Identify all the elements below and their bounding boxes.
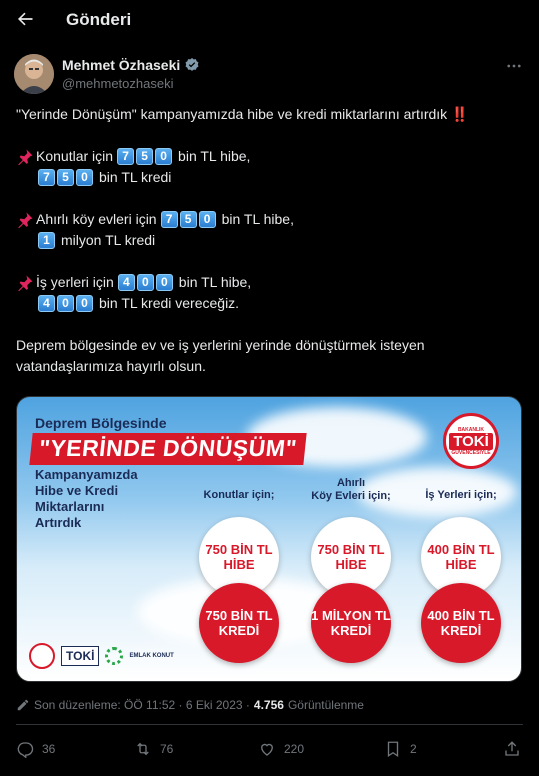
tweet-meta xyxy=(16,698,364,712)
reply-button[interactable] xyxy=(16,740,55,758)
keycap-digit: 4 xyxy=(38,295,55,312)
media-line: Miktarlarını xyxy=(35,499,105,514)
keycap-digit: 0 xyxy=(156,274,173,291)
keycap-digit: 7 xyxy=(161,211,178,228)
ahirli-kredi-text: milyon TL kredi xyxy=(61,232,156,248)
column-label-konutlar xyxy=(193,489,285,502)
share-icon xyxy=(503,740,521,758)
repost-button[interactable] xyxy=(134,740,173,758)
kredi-circle-isyeri xyxy=(421,583,501,663)
column-label-text: Konutlar için; xyxy=(203,489,275,501)
like-count: 220 xyxy=(284,742,305,756)
heart-icon xyxy=(258,740,276,758)
media-logos xyxy=(29,643,174,669)
tweet-intro: "Yerinde Dönüşüm" kampanyamızda hibe ve kredi miktarlarını artırdık xyxy=(16,106,448,122)
isyeri-hibe-line xyxy=(16,272,524,293)
like-button[interactable] xyxy=(258,740,304,758)
hibe-label: HİBE xyxy=(445,557,477,572)
keycap-digit: 4 xyxy=(118,274,135,291)
ahirli-hibe-line xyxy=(16,209,524,230)
tweet-image[interactable] xyxy=(16,396,522,682)
seal-name: TOKİ xyxy=(449,433,493,450)
tweet-intro-line xyxy=(16,104,524,125)
keycap-digit: 0 xyxy=(137,274,154,291)
keycap-digit: 0 xyxy=(76,295,93,312)
keycap-digit: 5 xyxy=(180,211,197,228)
hibe-amount: 750 BİN TL xyxy=(205,542,273,557)
pushpin-icon xyxy=(16,211,34,229)
media-line: Artırdık xyxy=(35,515,82,530)
pushpin-icon xyxy=(16,274,34,292)
ahirli-hibe-text: bin TL hibe, xyxy=(221,211,294,227)
column-label-text: Köy Evleri için; xyxy=(311,490,391,502)
keycap-digit: 7 xyxy=(38,169,55,186)
divider xyxy=(16,724,523,725)
keycap-digit: 0 xyxy=(57,295,74,312)
hibe-label: HİBE xyxy=(223,557,255,572)
reply-count: 36 xyxy=(42,742,56,756)
bookmark-icon xyxy=(384,740,402,758)
green-circle-logo xyxy=(105,647,123,665)
back-button[interactable] xyxy=(12,6,38,32)
toki-seal-logo xyxy=(443,413,499,469)
konutlar-hibe-text: bin TL hibe, xyxy=(178,148,251,164)
closing-line-2: vatandaşlarımıza hayırlı olsun. xyxy=(16,358,206,374)
closing-line-1: Deprem bölgesinde ev ve iş yerlerini yerinde dönüştürmek isteyen xyxy=(16,337,425,353)
keycap-digit: 0 xyxy=(199,211,216,228)
avatar[interactable] xyxy=(14,54,54,94)
media-lines xyxy=(35,467,138,531)
kredi-circle-konutlar xyxy=(199,583,279,663)
views-count: 4.756 xyxy=(253,698,284,712)
pushpin-icon xyxy=(16,148,34,166)
isyeri-label: İş yerleri için xyxy=(36,274,114,290)
reply-icon xyxy=(16,740,34,758)
views-label: Görüntülenme xyxy=(287,698,364,712)
isyeri-kredi-text: bin TL kredi vereceğiz. xyxy=(99,295,240,311)
tweet-actions xyxy=(16,740,523,762)
author-name[interactable]: Mehmet Özhaseki xyxy=(62,57,181,73)
column-label-text: İş Yerleri için; xyxy=(425,489,497,501)
edit-pencil-icon xyxy=(16,698,30,712)
hibe-amount: 400 BİN TL xyxy=(427,542,495,557)
kredi-amount: 750 BİN TL xyxy=(205,608,273,623)
arrow-left-icon xyxy=(15,9,35,29)
verified-badge-icon xyxy=(184,57,200,73)
hibe-amount: 750 BİN TL xyxy=(317,542,385,557)
isyeri-kredi-line xyxy=(16,293,524,314)
ministry-seal-logo xyxy=(29,643,55,669)
media-main-title: "YERİNDE DÖNÜŞÜM" xyxy=(29,433,306,465)
edited-timestamp[interactable]: Son düzenleme: ÖÖ 11:52 · 6 Eki 2023 · xyxy=(34,698,250,712)
more-horizontal-icon xyxy=(505,57,523,75)
konutlar-hibe-line xyxy=(16,146,524,167)
kredi-label: KREDİ xyxy=(440,623,482,638)
seal-bottom-text: GÜVENCESİYLE xyxy=(451,449,491,456)
author-name-row xyxy=(62,57,200,73)
isyeri-hibe-text: bin TL hibe, xyxy=(178,274,252,290)
page-title: Gönderi xyxy=(66,10,132,29)
seal-top-text: BAKANLIK xyxy=(457,426,485,433)
keycap-digit: 0 xyxy=(155,148,172,165)
ahirli-label: Ahırlı köy evleri için xyxy=(36,211,157,227)
kredi-label: KREDİ xyxy=(330,623,372,638)
konutlar-kredi-text: bin TL kredi xyxy=(99,169,172,185)
keycap-digit: 5 xyxy=(136,148,153,165)
keycap-digit: 7 xyxy=(117,148,134,165)
tweet-text xyxy=(16,104,524,377)
top-bar xyxy=(0,0,539,40)
kredi-circle-ahirli xyxy=(311,583,391,663)
tweet-author xyxy=(14,54,524,98)
media-subtitle: Deprem Bölgesinde xyxy=(35,415,167,431)
keycap-digit: 0 xyxy=(76,169,93,186)
hibe-label: HİBE xyxy=(335,557,367,572)
kredi-amount: 1 MİLYON TL xyxy=(311,608,391,623)
column-label-text: Ahırlı xyxy=(336,477,366,489)
konutlar-kredi-line xyxy=(16,167,524,188)
keycap-digit: 5 xyxy=(57,169,74,186)
bookmark-count: 2 xyxy=(410,742,417,756)
share-button[interactable] xyxy=(503,740,521,758)
emlak-konut-logo: EMLAK KONUT xyxy=(129,653,174,659)
author-handle[interactable]: @mehmetozhaseki xyxy=(62,76,174,91)
column-label-isyeri xyxy=(413,489,509,502)
keycap-digit: 1 xyxy=(38,232,55,249)
more-options-button[interactable] xyxy=(504,56,524,76)
toki-logo: TOKİ xyxy=(61,646,99,666)
column-label-ahirli xyxy=(301,477,401,503)
double-exclamation-icon: ‼️ xyxy=(451,106,469,122)
media-line: Kampanyamızda xyxy=(35,467,138,482)
kredi-label: KREDİ xyxy=(218,623,260,638)
repost-count: 76 xyxy=(160,742,174,756)
repost-icon xyxy=(134,740,152,758)
media-line: Hibe ve Kredi xyxy=(35,483,119,498)
konutlar-label: Konutlar için xyxy=(36,148,114,164)
ahirli-kredi-line xyxy=(16,230,524,251)
kredi-amount: 400 BİN TL xyxy=(427,608,495,623)
bookmark-button[interactable] xyxy=(384,740,417,758)
